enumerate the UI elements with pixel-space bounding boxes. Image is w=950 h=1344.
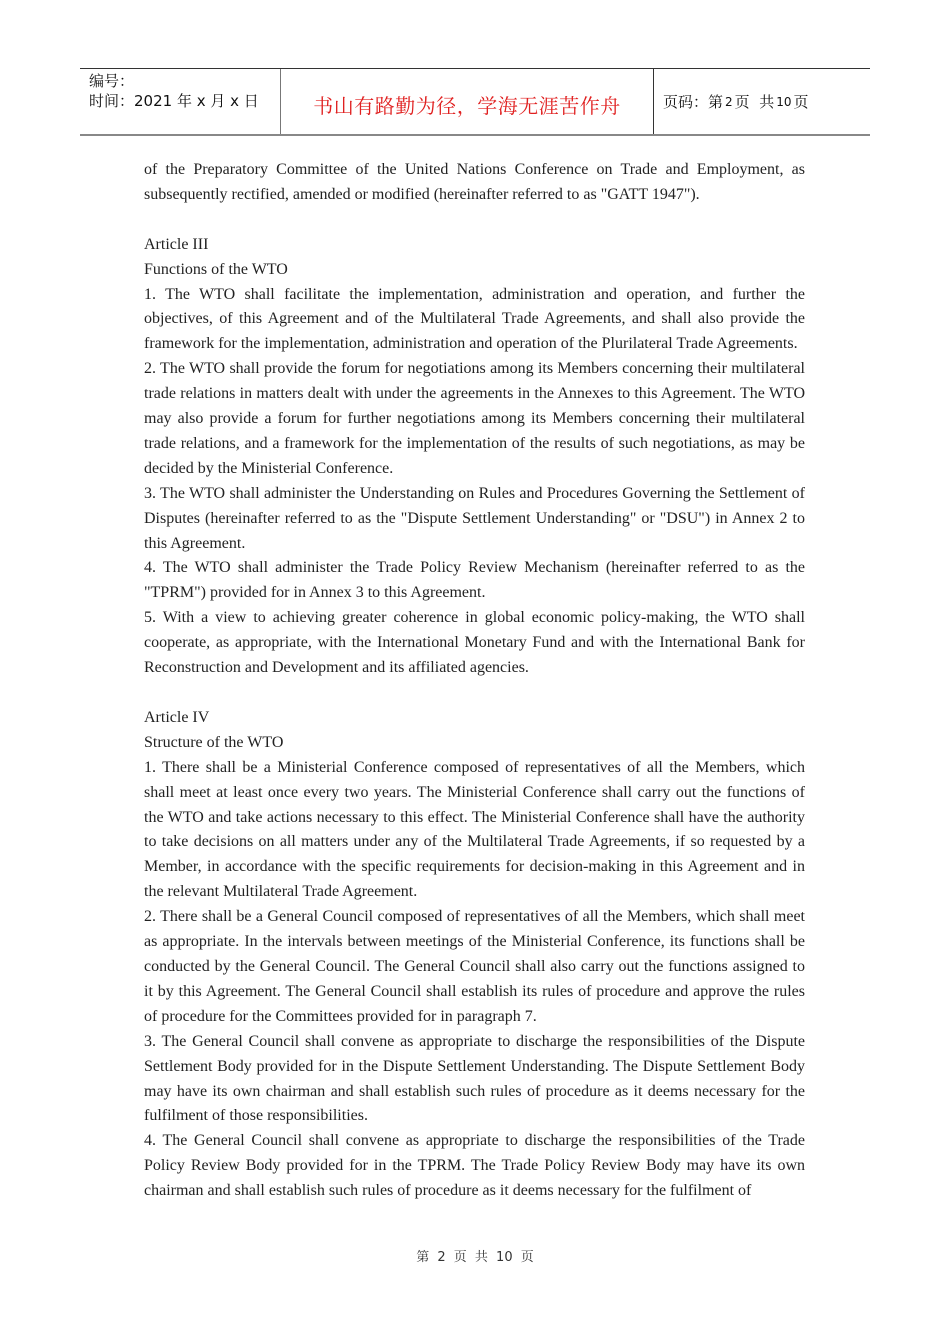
article-4-title: Article IV: [144, 708, 210, 726]
article-3-title: Article III: [144, 235, 209, 253]
page-header: [80, 68, 870, 136]
page-total: 10: [776, 94, 792, 109]
intro-paragraph: of the Preparatory Committee of the United Nations Conference on Trade and Employment, as subsequently rectified, amended or modified (hereinafter referred to as "GATT 1947").: [144, 161, 805, 203]
spacer: [144, 208, 805, 233]
page-footer: [0, 1246, 950, 1265]
footer-page-number: 第 2 页 共 10 页: [416, 1250, 534, 1265]
page-prefix: 页码：第: [663, 93, 724, 111]
article-4-paragraph-1: 1. There shall be a Ministerial Conference composed of representatives of all the Members, which shall meet at least once every two years. The Ministerial Conference shall carry out the functions of the WTO and take actions necessary to this effect. The Ministerial Conference shall have the authority to take decisions on all matters under any of the Multilateral Trade Agreements, if so requested by a Member, in accordance with the specific requirements for decision-making in this Agreement and in the relevant Multilateral Trade Agreement.: [144, 758, 805, 901]
header-page-cell: [654, 69, 870, 134]
header-motto: 书山有路勤为径，学海无涯苦作舟: [313, 94, 621, 118]
article-3-paragraph-1: 1. The WTO shall facilitate the implementation, administration and operation, and further the objectives, of this Agreement and of the Multilateral Trade Agreements, and shall also provide the framework for the implementation, administration and operation of the Plurilateral Trade Agreements.: [144, 285, 805, 353]
document-body: [144, 158, 805, 1204]
header-motto-cell: [281, 69, 654, 134]
page-suffix: 页: [793, 93, 809, 111]
document-date: 时间：2021 年 x 月 x 日: [89, 92, 259, 110]
article-3-paragraph-5: 5. With a view to achieving greater coherence in global economic policy-making, the WTO shall cooperate, as appropriate, with the International Monetary Fund and with the International Bank for Reconstruction and Development and its affiliated agencies.: [144, 609, 805, 677]
header-meta-cell: [80, 69, 281, 134]
article-4-paragraph-2: 2. There shall be a General Council composed of representatives of all the Members, which shall meet as appropriate. In the intervals between meetings of the Ministerial Conference, its functions shall be conducted by the General Council. The General Council shall also carry out the functions assigned to it by this Agreement. The General Council shall establish its rules of procedure and approve the rules of procedure for the Committees provided for in paragraph 7.: [144, 908, 805, 1025]
spacer: [144, 681, 805, 706]
article-3-paragraph-2: 2. The WTO shall provide the forum for negotiations among its Members concerning their multilateral trade relations in matters dealt with under the agreements in the Annexes to this Agreement. The WTO may also provide a forum for further negotiations among its Members concerning their multilateral trade relations, and a framework for the implementation of the results of such negotiations, as may be decided by the Ministerial Conference.: [144, 360, 805, 477]
article-4-paragraph-3: 3. The General Council shall convene as appropriate to discharge the responsibilities of the Dispute Settlement Body provided for in the Dispute Settlement Understanding. The Dispute Settlement Body may have its own chairman and shall establish such rules of procedure as it deems necessary for the fulfilment of those responsibilities.: [144, 1032, 805, 1125]
page-current: 2: [725, 94, 733, 109]
article-4-subtitle: Structure of the WTO: [144, 733, 284, 751]
document-number-label: 编号：: [89, 72, 135, 90]
page-mid: 页 共: [734, 93, 775, 111]
article-3-paragraph-4: 4. The WTO shall administer the Trade Policy Review Mechanism (hereinafter referred to as the "TPRM") provided for in Annex 3 to this Agreement.: [144, 559, 805, 602]
article-3-paragraph-3: 3. The WTO shall administer the Understanding on Rules and Procedures Governing the Settlement of Disputes (hereinafter referred to as the "Dispute Settlement Understanding" or "DSU") in Annex 2 to this Agreement.: [144, 484, 805, 552]
article-3-subtitle: Functions of the WTO: [144, 260, 288, 278]
article-4-paragraph-4: 4. The General Council shall convene as appropriate to discharge the responsibilities of the Trade Policy Review Body provided for in the TPRM. The Trade Policy Review Body may have its own chairman and shall establish such rules of procedure as it deems necessary for the fulfilment of: [144, 1132, 805, 1200]
